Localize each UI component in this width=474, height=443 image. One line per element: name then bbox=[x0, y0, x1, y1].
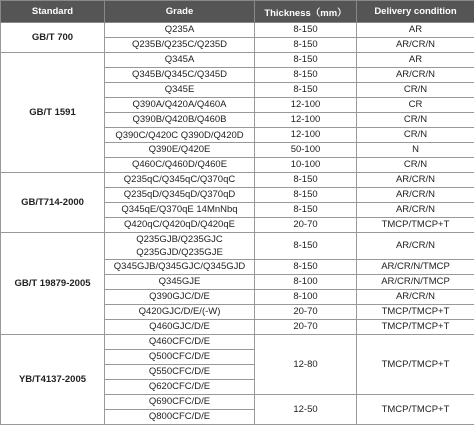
condition-cell: CR/N bbox=[357, 113, 474, 128]
thickness-cell: 12-100 bbox=[255, 113, 357, 128]
table-row bbox=[1, 335, 474, 350]
condition-cell: TMCP/TMCP+T bbox=[357, 305, 474, 320]
grade-cell: Q390A/Q420A/Q460A bbox=[105, 98, 255, 113]
thickness-cell: 8-150 bbox=[255, 83, 357, 98]
condition-cell: AR bbox=[357, 53, 474, 68]
condition-cell: TMCP/TMCP+T bbox=[357, 320, 474, 335]
thickness-cell: 12-100 bbox=[255, 98, 357, 113]
grade-cell: Q235GJB/Q235GJC Q235GJD/Q235GJE bbox=[105, 233, 255, 260]
thickness-cell: 8-150 bbox=[255, 203, 357, 218]
thickness-cell: 8-100 bbox=[255, 275, 357, 290]
grade-cell: Q345A bbox=[105, 53, 255, 68]
condition-cell: CR bbox=[357, 98, 474, 113]
condition-cell: TMCP/TMCP+T bbox=[357, 395, 474, 425]
grade-cell: Q620CFC/D/E bbox=[105, 380, 255, 395]
grade-cell: Q420GJC/D/E/(-W) bbox=[105, 305, 255, 320]
condition-cell: AR/CR/N/TMCP bbox=[357, 260, 474, 275]
standard-cell: GB/T 19879-2005 bbox=[1, 233, 105, 335]
grade-cell: Q345GJB/Q345GJC/Q345GJD bbox=[105, 260, 255, 275]
thickness-cell: 8-150 bbox=[255, 260, 357, 275]
grade-cell: Q690CFC/D/E bbox=[105, 395, 255, 410]
thickness-cell: 20-70 bbox=[255, 320, 357, 335]
standard-cell: GB/T 700 bbox=[1, 23, 105, 53]
grade-cell: Q390C/Q420C Q390D/Q420D bbox=[105, 128, 255, 143]
grade-cell: Q460GJC/D/E bbox=[105, 320, 255, 335]
thickness-cell: 8-100 bbox=[255, 290, 357, 305]
condition-cell: CR/N bbox=[357, 128, 474, 143]
grade-cell: Q345GJE bbox=[105, 275, 255, 290]
grade-cell: Q420qC/Q420qD/Q420qE bbox=[105, 218, 255, 233]
thickness-cell: 8-150 bbox=[255, 173, 357, 188]
condition-cell: AR/CR/N bbox=[357, 188, 474, 203]
condition-cell: AR/CR/N bbox=[357, 68, 474, 83]
table-row bbox=[1, 23, 474, 38]
condition-cell: CR/N bbox=[357, 158, 474, 173]
thickness-cell: 20-70 bbox=[255, 305, 357, 320]
condition-cell: AR/CR/N bbox=[357, 233, 474, 260]
condition-cell: AR/CR/N bbox=[357, 38, 474, 53]
condition-cell: AR/CR/N/TMCP bbox=[357, 275, 474, 290]
thickness-cell: 12-80 bbox=[255, 335, 357, 395]
thickness-cell: 8-150 bbox=[255, 53, 357, 68]
standard-cell: YB/T4137-2005 bbox=[1, 335, 105, 425]
condition-cell: TMCP/TMCP+T bbox=[357, 335, 474, 395]
grade-cell: Q235B/Q235C/Q235D bbox=[105, 38, 255, 53]
thickness-cell: 8-150 bbox=[255, 38, 357, 53]
grade-cell: Q390E/Q420E bbox=[105, 143, 255, 158]
thickness-cell: 8-150 bbox=[255, 23, 357, 38]
standard-cell: GB/T 1591 bbox=[1, 53, 105, 173]
grade-cell: Q235qD/Q345qD/Q370qD bbox=[105, 188, 255, 203]
grade-cell: Q235A bbox=[105, 23, 255, 38]
thickness-cell: 8-150 bbox=[255, 188, 357, 203]
condition-cell: AR bbox=[357, 23, 474, 38]
condition-cell: AR/CR/N bbox=[357, 203, 474, 218]
table-row bbox=[1, 233, 474, 260]
grade-cell: Q235qC/Q345qC/Q370qC bbox=[105, 173, 255, 188]
header-standard: Standard bbox=[1, 1, 105, 23]
grade-cell: Q390B/Q420B/Q460B bbox=[105, 113, 255, 128]
header-grade: Grade bbox=[105, 1, 255, 23]
header-thickness: Thickness（mm） bbox=[255, 1, 357, 23]
thickness-cell: 12-50 bbox=[255, 395, 357, 425]
grade-cell: Q345E bbox=[105, 83, 255, 98]
grade-cell: Q800CFC/D/E bbox=[105, 410, 255, 425]
thickness-cell: 8-150 bbox=[255, 68, 357, 83]
header-row bbox=[1, 1, 474, 23]
table-row bbox=[1, 173, 474, 188]
grade-cell: Q345B/Q345C/Q345D bbox=[105, 68, 255, 83]
condition-cell: TMCP/TMCP+T bbox=[357, 218, 474, 233]
thickness-cell: 8-150 bbox=[255, 233, 357, 260]
thickness-cell: 20-70 bbox=[255, 218, 357, 233]
condition-cell: AR/CR/N bbox=[357, 290, 474, 305]
standard-cell: GB/T714-2000 bbox=[1, 173, 105, 233]
thickness-cell: 12-100 bbox=[255, 128, 357, 143]
thickness-cell: 10-100 bbox=[255, 158, 357, 173]
thickness-cell: 50-100 bbox=[255, 143, 357, 158]
condition-cell: CR/N bbox=[357, 83, 474, 98]
grade-cell: Q345qE/Q370qE 14MnNbq bbox=[105, 203, 255, 218]
grade-cell: Q460CFC/D/E bbox=[105, 335, 255, 350]
header-delivery-condition: Delivery condition bbox=[357, 1, 474, 23]
grade-cell: Q550CFC/D/E bbox=[105, 365, 255, 380]
grade-cell: Q460C/Q460D/Q460E bbox=[105, 158, 255, 173]
table-row bbox=[1, 53, 474, 68]
grade-cell: Q500CFC/D/E bbox=[105, 350, 255, 365]
grade-cell: Q390GJC/D/E bbox=[105, 290, 255, 305]
condition-cell: N bbox=[357, 143, 474, 158]
condition-cell: AR/CR/N bbox=[357, 173, 474, 188]
